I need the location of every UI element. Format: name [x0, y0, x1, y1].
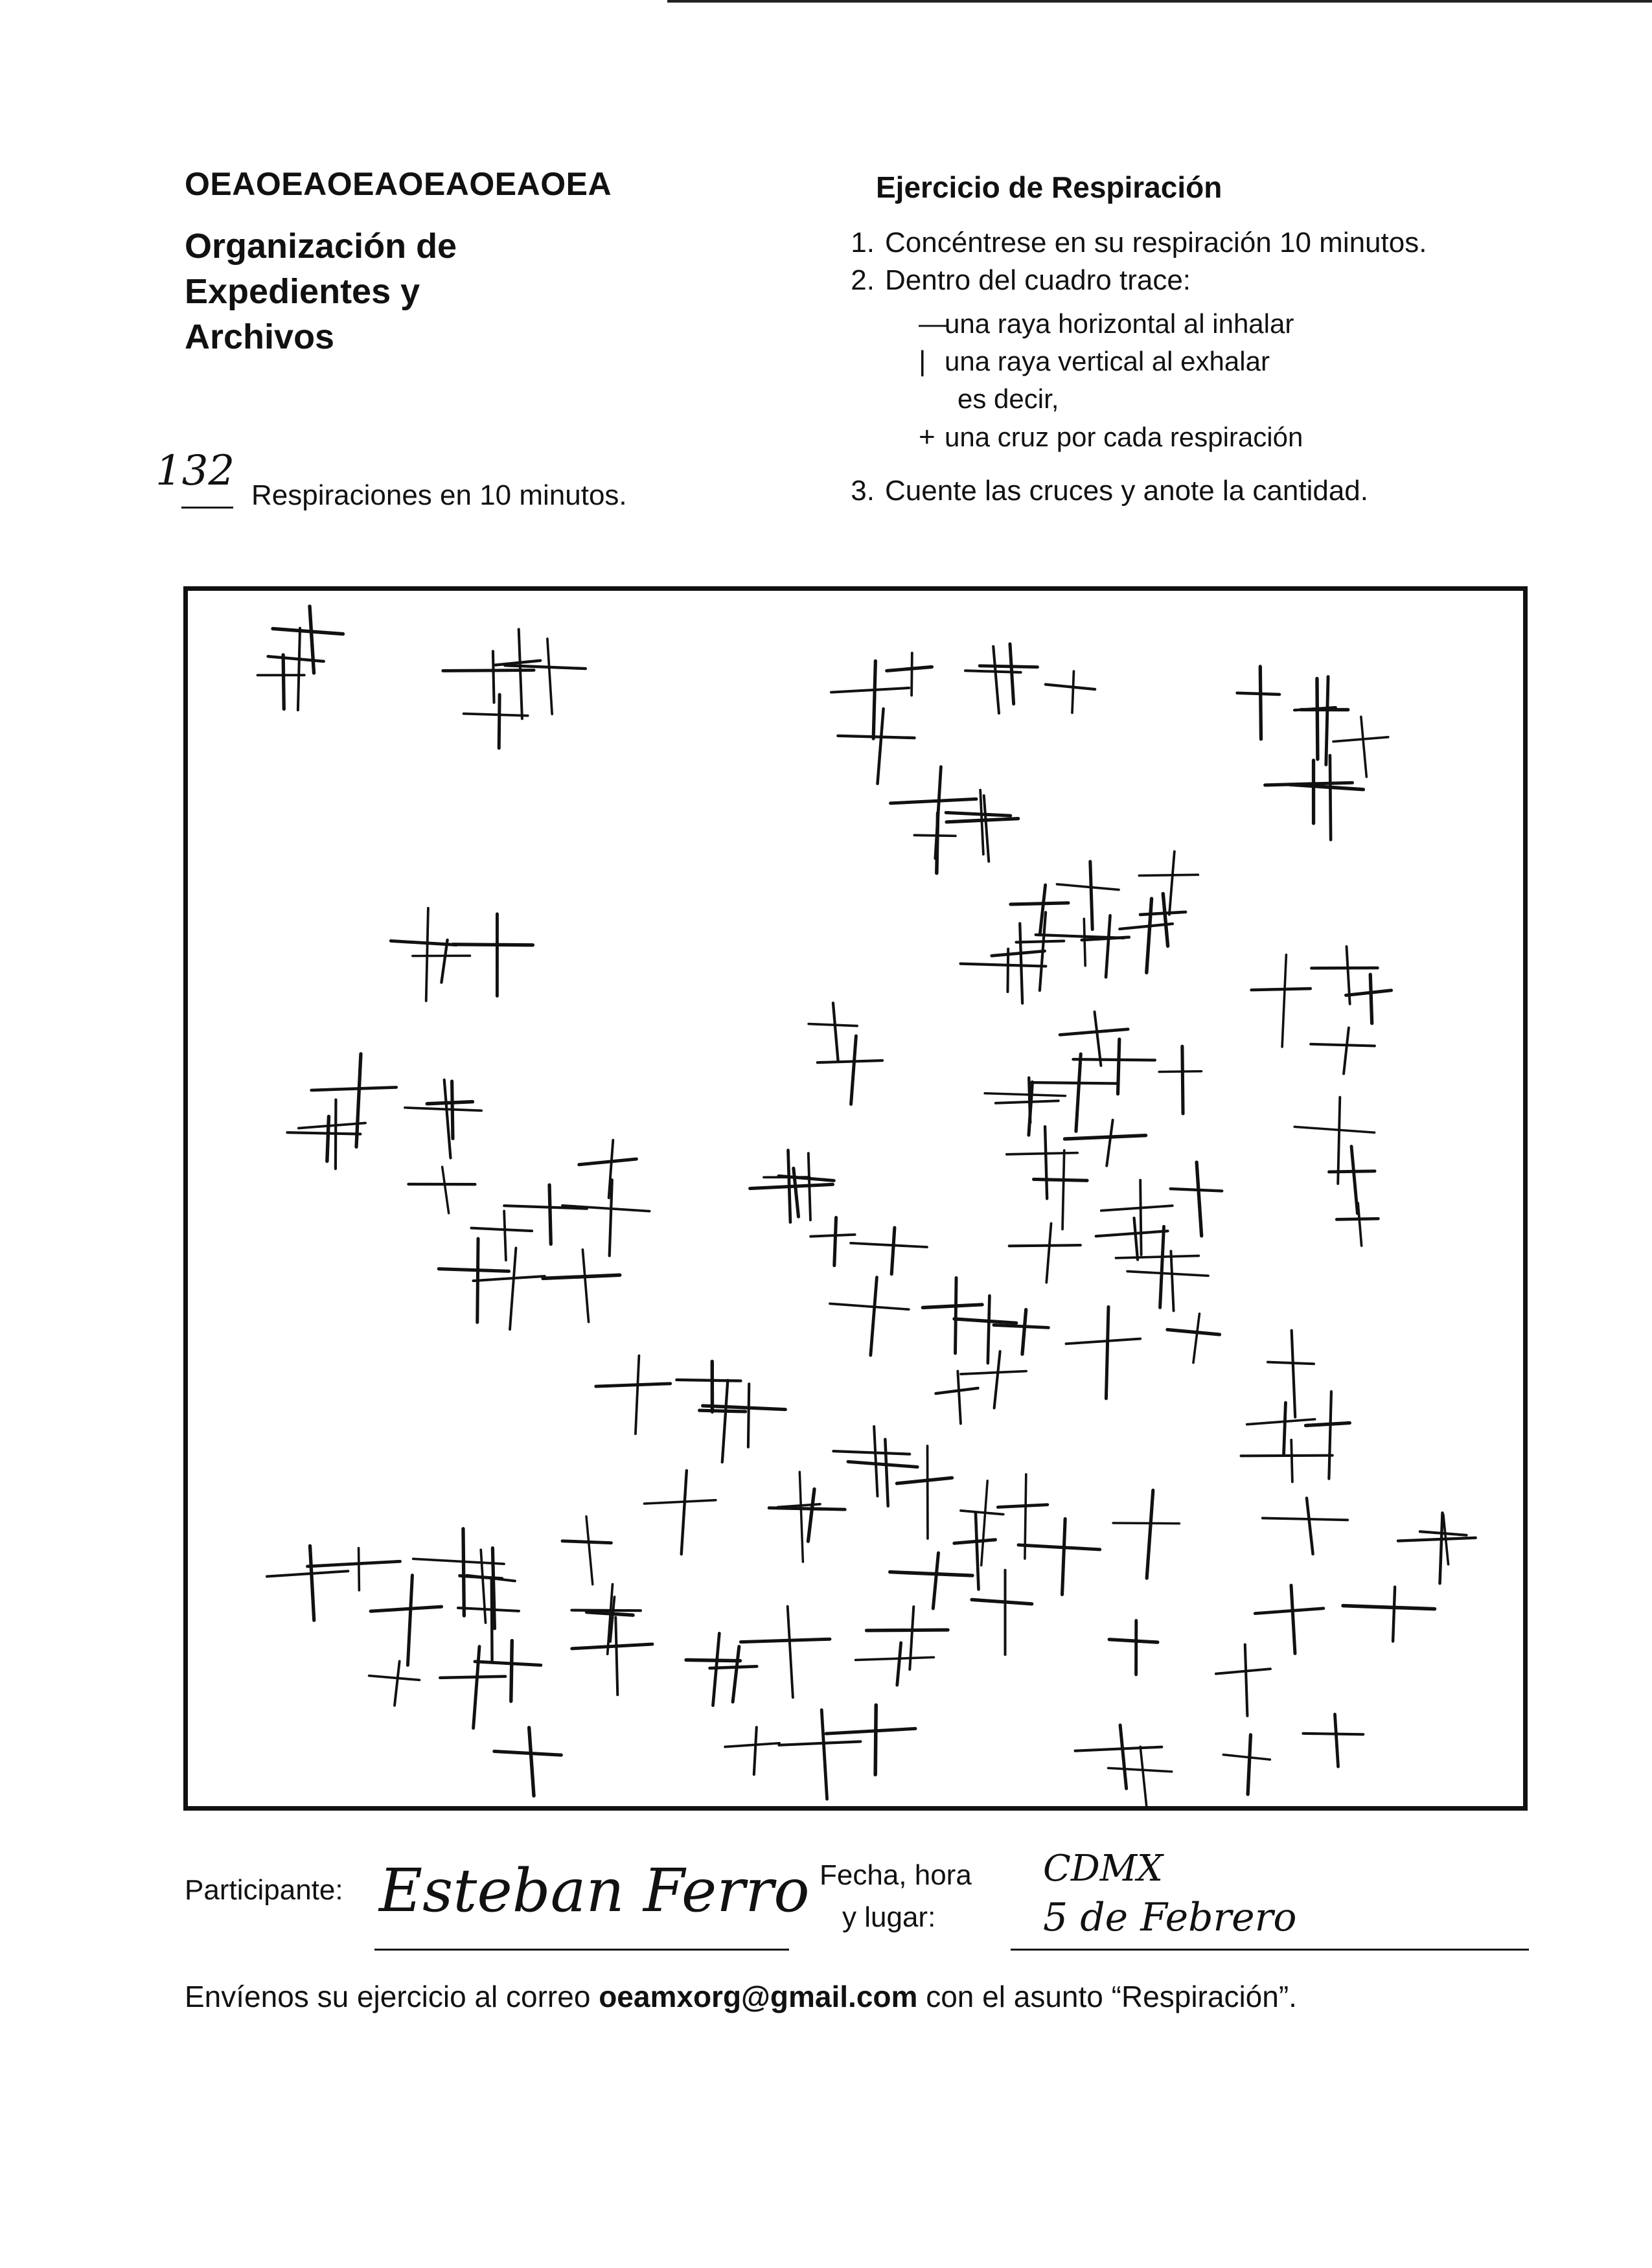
handdrawn-cross — [405, 1080, 481, 1158]
handdrawn-cross — [596, 1356, 671, 1434]
brand-title: OEAOEAOEAOEAOEAOEA — [185, 166, 612, 202]
instruction-inhale — [919, 308, 1294, 340]
handdrawn-cross — [1301, 677, 1348, 765]
date-underline — [1011, 1949, 1529, 1951]
handdrawn-cross — [1159, 1046, 1201, 1114]
org-name-line-1: Organización de — [185, 227, 457, 266]
handdrawn-cross — [1216, 1645, 1270, 1716]
handdrawn-cross — [1255, 1585, 1324, 1653]
handdrawn-cross — [1108, 1747, 1172, 1806]
handdrawn-cross — [1263, 1498, 1348, 1554]
handdrawn-cross — [1237, 667, 1279, 739]
handdrawn-cross — [1305, 1392, 1349, 1479]
handdrawn-cross — [1073, 1039, 1155, 1094]
handdrawn-cross — [1139, 851, 1198, 914]
handdrawn-cross — [369, 1661, 420, 1705]
dash-symbol: — — [919, 308, 947, 339]
handdrawn-cross — [371, 1575, 441, 1666]
handdrawn-cross — [810, 1217, 855, 1265]
handdrawn-cross — [413, 940, 470, 983]
handdrawn-cross — [579, 1140, 637, 1198]
handdrawn-cross — [562, 1517, 611, 1585]
handdrawn-cross — [494, 1728, 561, 1796]
handdrawn-cross — [897, 1446, 952, 1539]
handdrawn-cross — [504, 1185, 587, 1244]
handdrawn-cross — [1329, 1147, 1375, 1214]
org-name-line-3: Archivos — [185, 317, 335, 356]
handdrawn-cross — [1289, 755, 1363, 840]
handdrawn-cross — [769, 1489, 845, 1542]
crosses-drawing — [188, 591, 1523, 1806]
handdrawn-cross — [308, 1548, 400, 1590]
participant-name[interactable]: Esteban Ferro — [379, 1856, 810, 1925]
handdrawn-cross — [571, 1584, 641, 1654]
handdrawn-cross — [826, 1705, 915, 1774]
handdrawn-cross — [994, 1310, 1048, 1355]
handdrawn-cross — [496, 629, 540, 718]
handdrawn-cross — [961, 1481, 1004, 1566]
instruction-es-decir — [958, 384, 1059, 415]
handdrawn-cross — [645, 1471, 716, 1554]
instruction-text: una cruz por cada respiración — [945, 422, 1303, 452]
participant-underline — [374, 1949, 789, 1951]
handdrawn-cross — [818, 1036, 882, 1104]
breath-count-label: Respiraciones en 10 minutos. — [251, 479, 627, 511]
handdrawn-cross — [831, 661, 909, 739]
handdrawn-cross — [1311, 1028, 1375, 1074]
handdrawn-cross — [1241, 1440, 1333, 1482]
step-text: Cuente las cruces y anote la cantidad. — [885, 475, 1369, 507]
handdrawn-cross — [954, 1513, 996, 1589]
handdrawn-cross — [1096, 1218, 1168, 1259]
handdrawn-cross — [1082, 915, 1129, 977]
handdrawn-cross — [809, 1003, 857, 1061]
handdrawn-cross — [779, 1710, 860, 1799]
handdrawn-cross — [505, 639, 585, 714]
handdrawn-cross — [1140, 894, 1186, 946]
footer-text-before: Envíenos su ejercicio al correo — [185, 1980, 591, 2013]
bar-symbol: | — [919, 345, 926, 377]
step-number: 2. — [851, 264, 875, 296]
breath-count-underline — [181, 507, 233, 509]
handdrawn-cross — [1294, 678, 1336, 759]
handdrawn-cross — [1167, 1314, 1220, 1363]
footer-text-after: con el asunto “Respiración”. — [926, 1980, 1297, 2013]
handdrawn-cross — [543, 1250, 620, 1322]
handdrawn-cross — [1346, 974, 1392, 1023]
handdrawn-cross — [923, 1277, 982, 1353]
handdrawn-cross — [1029, 1054, 1118, 1131]
handdrawn-cross — [1303, 1714, 1363, 1767]
handdrawn-cross — [700, 1380, 746, 1462]
cross-symbol: + — [919, 421, 935, 453]
handdrawn-cross — [1171, 1162, 1222, 1236]
handdrawn-cross — [833, 1426, 910, 1496]
date-place-value[interactable]: CDMX — [1043, 1848, 1163, 1890]
handdrawn-cross — [1113, 1491, 1179, 1579]
handdrawn-cross — [725, 1727, 779, 1774]
handdrawn-cross — [856, 1643, 934, 1685]
handdrawn-cross — [740, 1607, 829, 1698]
instruction-exhale — [919, 345, 1270, 378]
handdrawn-cross — [458, 1579, 519, 1661]
handdrawn-cross — [464, 694, 528, 748]
instruction-cross — [919, 421, 1303, 453]
handdrawn-cross — [1009, 1224, 1081, 1283]
footer-email[interactable]: oeamxorg@gmail.com — [599, 1980, 918, 2013]
handdrawn-cross — [1116, 1226, 1199, 1307]
footer-note — [185, 1979, 1297, 2014]
handdrawn-cross — [1046, 671, 1095, 713]
handdrawn-cross — [676, 1362, 740, 1412]
handdrawn-cross — [838, 709, 914, 784]
handdrawn-cross — [961, 1351, 1026, 1408]
step-text: Concéntrese en su respiración 10 minutos. — [885, 227, 1427, 258]
org-name — [185, 223, 638, 360]
handdrawn-cross — [935, 1371, 978, 1424]
handdrawn-cross — [851, 1228, 927, 1274]
step-text: Dentro del cuadro trace: — [885, 264, 1191, 296]
handdrawn-cross — [562, 1180, 650, 1255]
handdrawn-cross — [703, 1384, 786, 1447]
handdrawn-cross — [778, 1472, 820, 1562]
org-name-line-2: Expedientes y — [185, 272, 420, 311]
handdrawn-cross — [409, 1167, 476, 1213]
handdrawn-cross — [1034, 1151, 1087, 1230]
handdrawn-cross — [440, 1647, 505, 1728]
handdrawn-cross — [472, 1211, 533, 1260]
handdrawn-cross — [1018, 1519, 1100, 1595]
exercise-title: Ejercicio de Respiración — [876, 170, 1222, 204]
handdrawn-cross — [1127, 1251, 1208, 1311]
handdrawn-cross — [830, 1277, 909, 1355]
step-number: 3. — [851, 475, 875, 507]
handdrawn-cross — [1223, 1735, 1270, 1794]
date-label-line-2: y lugar: — [842, 1901, 936, 1933]
date-value[interactable]: 5 de Febrero — [1043, 1895, 1297, 1940]
handdrawn-cross — [1333, 716, 1388, 777]
handdrawn-cross — [475, 1641, 541, 1702]
handdrawn-cross — [1268, 1331, 1314, 1417]
breath-count-value[interactable]: 132 — [155, 447, 235, 495]
step-number: 1. — [851, 227, 875, 258]
handdrawn-cross — [473, 1248, 544, 1329]
date-label-line-1: Fecha, hora — [820, 1859, 972, 1891]
handdrawn-cross — [267, 1546, 348, 1620]
handdrawn-cross — [1252, 955, 1311, 1047]
handdrawn-cross — [980, 644, 1037, 704]
handdrawn-cross — [1247, 1403, 1315, 1454]
handdrawn-cross — [890, 1553, 972, 1609]
handdrawn-cross — [1265, 761, 1353, 823]
instruction-text: es decir, — [958, 384, 1059, 414]
participant-label: Participante: — [185, 1874, 343, 1906]
instruction-text: una raya vertical al exhalar — [945, 346, 1270, 376]
handdrawn-cross — [1075, 1725, 1162, 1789]
top-scan-rule — [667, 0, 1652, 3]
handdrawn-cross — [1343, 1587, 1434, 1642]
drawing-box[interactable] — [183, 586, 1528, 1811]
handdrawn-cross — [1109, 1621, 1158, 1675]
handdrawn-cross — [972, 1570, 1032, 1655]
handdrawn-cross — [996, 1082, 1059, 1135]
instruction-text: una raya horizontal al inhalar — [945, 308, 1294, 339]
handdrawn-cross — [848, 1439, 917, 1506]
handdrawn-cross — [1398, 1513, 1476, 1583]
handdrawn-cross — [1066, 1307, 1141, 1398]
